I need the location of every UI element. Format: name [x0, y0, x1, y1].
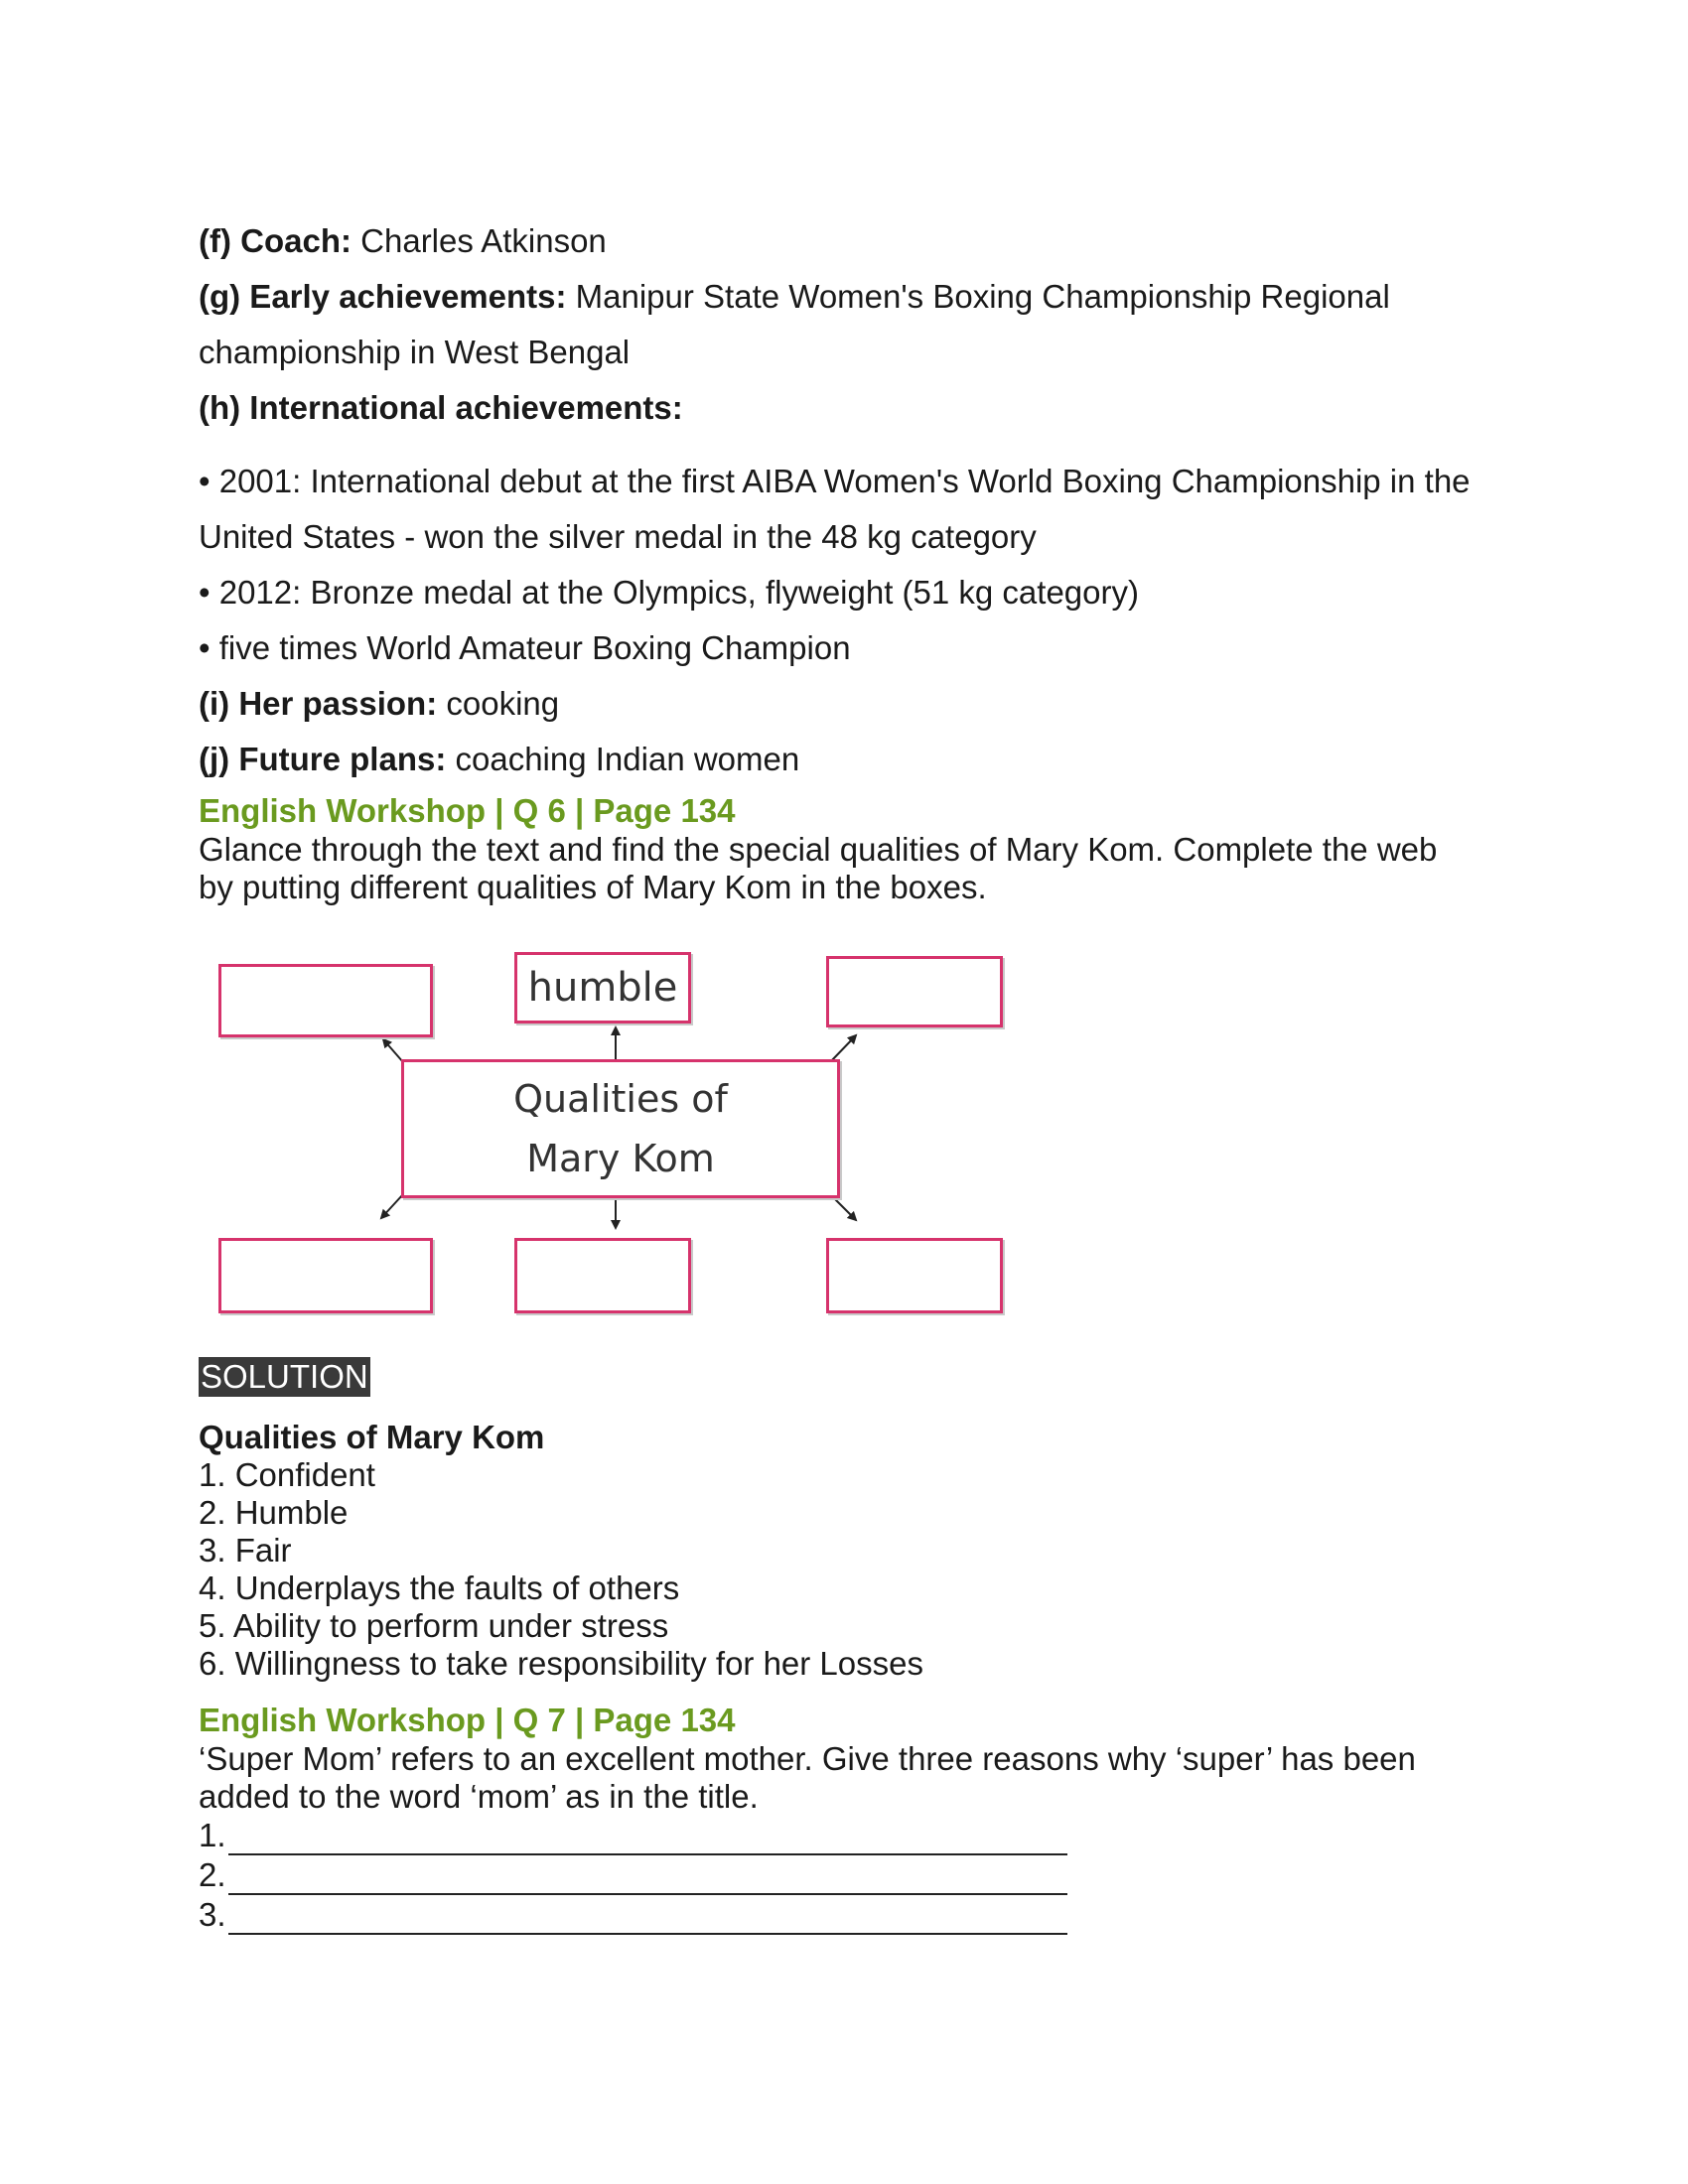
center-box	[401, 1059, 840, 1198]
answer-line[interactable]	[228, 1903, 1067, 1935]
arrow-bottom-left	[381, 1194, 403, 1218]
quality-box-bottom-right[interactable]	[826, 1238, 1003, 1313]
q7-heading: English Workshop | Q 7 | Page 134	[199, 1702, 736, 1738]
q6-question-line1: Glance through the text and find the special qualities of Mary Kom. Complete the web	[199, 831, 1438, 868]
q7-question-line1: ‘Super Mom’ refers to an excellent mother. Give three reasons why ‘super’ has been	[199, 1740, 1416, 1777]
bullet-2001-continuation: United States - won the silver medal in the 48 kg category	[199, 518, 1037, 555]
future-plans-line	[199, 732, 1509, 787]
arrow-top-left	[383, 1039, 403, 1062]
answer-number: 3.	[199, 1896, 226, 1933]
quality-item: 2. Humble	[199, 1494, 349, 1531]
solution-tag-wrapper	[199, 1357, 1509, 1397]
answer-number: 1.	[199, 1817, 226, 1853]
early-achievements-value: Manipur State Women's Boxing Championship Regional	[575, 278, 1390, 315]
q6-heading: English Workshop | Q 6 | Page 134	[199, 792, 736, 829]
early-achievements-label: (g) Early achievements:	[199, 278, 567, 315]
coach-line	[199, 213, 1509, 269]
answer-line[interactable]	[228, 1824, 1067, 1855]
coach-label: (f) Coach:	[199, 222, 352, 259]
passion-value: cooking	[446, 685, 560, 722]
quality-box-bottom-middle[interactable]	[514, 1238, 691, 1313]
solution-title: Qualities of Mary Kom	[199, 1419, 545, 1455]
quality-box-top-middle	[514, 952, 691, 1024]
answer-blank-1[interactable]	[199, 1816, 1509, 1855]
answer-number: 2.	[199, 1856, 226, 1893]
solution-tag: SOLUTION	[201, 1358, 368, 1395]
coach-value: Charles Atkinson	[360, 222, 607, 259]
future-plans-label: (j) Future plans:	[199, 741, 447, 777]
passion-label: (i) Her passion:	[199, 685, 438, 722]
quality-item: 5. Ability to perform under stress	[199, 1607, 669, 1644]
quality-box-bottom-left[interactable]	[218, 1238, 433, 1313]
document-page	[199, 213, 1509, 1935]
quality-box-top-left[interactable]	[218, 964, 433, 1037]
bullet-2001: • 2001: International debut at the first AIBA Women's World Boxing Championship in the	[199, 463, 1471, 499]
quality-box-top-right[interactable]	[826, 956, 1003, 1027]
quality-item: 6. Willingness to take responsibility for her Losses	[199, 1645, 923, 1682]
passion-line	[199, 676, 1509, 732]
bullet-world-champion: • five times World Amateur Boxing Champion	[199, 629, 851, 666]
arrow-top-right	[830, 1035, 856, 1062]
answer-line[interactable]	[228, 1863, 1067, 1895]
early-achievements-continuation: championship in West Bengal	[199, 334, 631, 370]
bullet-2012: • 2012: Bronze medal at the Olympics, flyweight (51 kg category)	[199, 574, 1139, 611]
answer-blank-3[interactable]	[199, 1895, 1509, 1935]
quality-item: 4. Underplays the faults of others	[199, 1570, 680, 1606]
humble-text: humble	[527, 965, 678, 1011]
quality-item: 1. Confident	[199, 1456, 375, 1493]
answer-blank-2[interactable]	[199, 1855, 1509, 1895]
international-achievements-label	[199, 380, 1509, 436]
qualities-web-diagram	[214, 948, 1088, 1345]
q6-question-line2: by putting different qualities of Mary Kom in the boxes.	[199, 869, 987, 905]
quality-item: 3. Fair	[199, 1532, 292, 1569]
early-achievements-line	[199, 269, 1509, 325]
future-plans-value: coaching Indian women	[455, 741, 800, 777]
center-text-line1: Qualities of	[513, 1077, 728, 1121]
q7-question-line2: added to the word ‘mom’ as in the title.	[199, 1778, 759, 1815]
international-label-text: (h) International achievements:	[199, 389, 683, 426]
center-text-line2: Mary Kom	[526, 1137, 715, 1180]
